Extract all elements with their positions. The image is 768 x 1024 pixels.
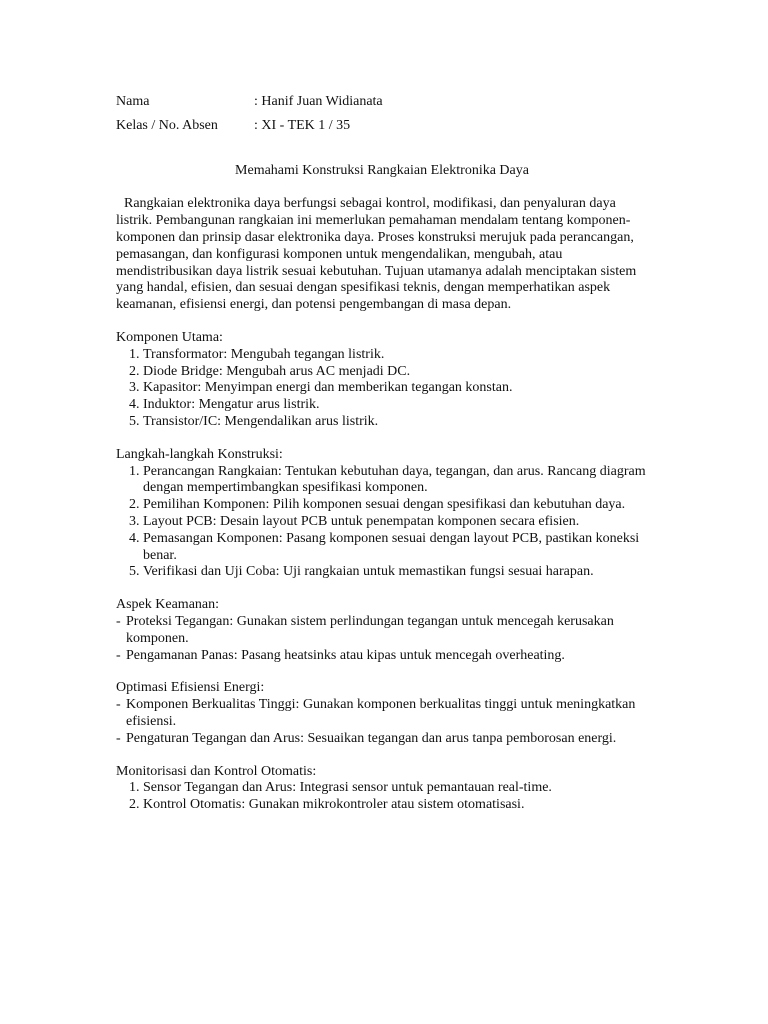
dash-bullet: -	[116, 647, 121, 663]
list-item: 4. Induktor: Mengatur arus listrik.	[143, 397, 648, 414]
name-value: : Hanif Juan Widianata	[254, 94, 383, 109]
section-heading: Aspek Keamanan:	[116, 597, 220, 613]
section-heading: Langkah-langkah Konstruksi:	[116, 446, 283, 462]
section-heading: Monitorisasi dan Kontrol Otomatis:	[116, 763, 317, 779]
info-row-name	[116, 94, 648, 111]
dash-bullet: -	[116, 697, 121, 713]
dash-bullet: -	[116, 613, 121, 629]
dash-list	[116, 614, 648, 664]
list-item: 1. Transformator: Mengubah tegangan listrik.	[143, 347, 648, 364]
list-item	[116, 648, 648, 665]
list-item-text: Komponen Berkualitas Tinggi: Gunakan komponen berkualitas tinggi untuk meningkatkan efisiensi.	[126, 697, 636, 729]
ordered-list	[116, 780, 648, 814]
list-item: 4. Pemasangan Komponen: Pasang komponen sesuai dengan layout PCB, pastikan koneksi benar.	[143, 531, 648, 565]
name-label: Nama	[116, 94, 150, 109]
list-item: 5. Verifikasi dan Uji Coba: Uji rangkaian untuk memastikan fungsi sesuai harapan.	[143, 564, 648, 581]
ordered-list	[116, 464, 648, 582]
class-label: Kelas / No. Absen	[116, 117, 218, 133]
section-komponen	[116, 330, 648, 431]
section-monitorisasi	[116, 764, 648, 814]
document-title: Memahami Konstruksi Rangkaian Elektronika Daya	[235, 162, 529, 178]
list-item: 1. Sensor Tegangan dan Arus: Integrasi sensor untuk pemantauan real-time.	[143, 780, 648, 797]
intro-paragraph: Rangkaian elektronika daya berfungsi sebagai kontrol, modifikasi, dan penyaluran daya listrik. Pembangunan rangkaian ini memerlukan pemahaman mendalam tentang komponen-komponen dan prinsip dasar elektronika daya. Proses konstruksi merujuk pada perancangan, pemasangan, dan konfigurasi komponen untuk mengendalikan, mengubah, atau mendistribusikan daya listrik sesuai kebutuhan. Tujuan utamanya adalah menciptakan sistem yang handal, efisien, dan sesuai dengan spesifikasi teknis, dengan memperhatikan aspek keamanan, efisiensi energi, dan potensi pengembangan di masa depan.	[116, 196, 637, 313]
section-langkah	[116, 447, 648, 581]
list-item: 2. Kontrol Otomatis: Gunakan mikrokontroler atau sistem otomatisasi.	[143, 797, 648, 814]
list-item: 3. Layout PCB: Desain layout PCB untuk penempatan komponen secara efisien.	[143, 514, 648, 531]
ordered-list	[116, 347, 648, 431]
dash-bullet: -	[116, 730, 121, 746]
list-item	[116, 731, 648, 748]
list-item-text: Proteksi Tegangan: Gunakan sistem perlindungan tegangan untuk mencegah kerusakan komponen.	[126, 613, 614, 646]
section-heading: Optimasi Efisiensi Energi:	[116, 680, 265, 696]
list-item: 3. Kapasitor: Menyimpan energi dan memberikan tegangan konstan.	[143, 380, 648, 397]
list-item	[116, 614, 648, 648]
list-item: 5. Transistor/IC: Mengendalikan arus listrik.	[143, 414, 648, 431]
list-item-text: Pengamanan Panas: Pasang heatsinks atau kipas untuk mencegah overheating.	[126, 647, 565, 663]
list-item: 2. Diode Bridge: Mengubah arus AC menjadi DC.	[143, 364, 648, 381]
list-item: 2. Pemilihan Komponen: Pilih komponen sesuai dengan spesifikasi dan kebutuhan daya.	[143, 497, 648, 514]
list-item	[116, 697, 648, 731]
class-value: : XI - TEK 1 / 35	[254, 117, 351, 133]
section-heading: Komponen Utama:	[116, 329, 223, 345]
list-item-text: Pengaturan Tegangan dan Arus: Sesuaikan tegangan dan arus tanpa pemborosan energi.	[126, 730, 617, 746]
dash-list	[116, 697, 648, 747]
info-row-class	[116, 118, 648, 135]
section-efisiensi	[116, 680, 648, 747]
list-item: 1. Perancangan Rangkaian: Tentukan kebutuhan daya, tegangan, dan arus. Rancang diagram dengan mempertimbangkan spesifikasi komponen.	[143, 464, 648, 498]
section-keamanan	[116, 597, 648, 664]
